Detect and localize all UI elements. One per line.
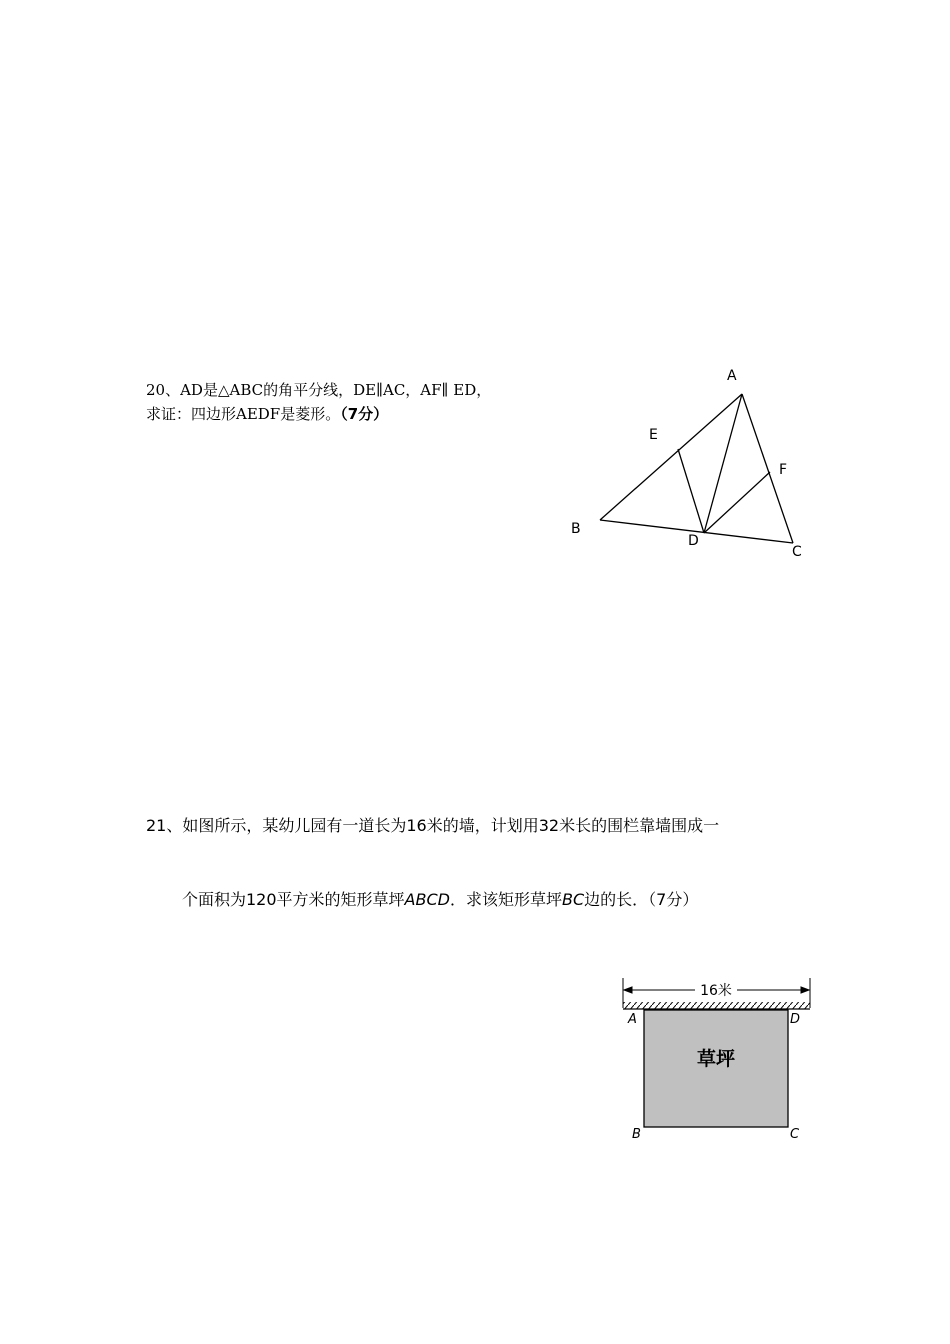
question-20-points: （7分）: [340, 405, 389, 423]
question-20-prompt: 求证：四边形AEDF是菱形。: [146, 405, 341, 423]
question-21-prompt-mid: ．求该矩形草坪: [449, 890, 562, 909]
question-21-prompt-start: 个面积为120平方米的矩形草坪: [182, 890, 405, 909]
corner-label-d: D: [790, 1012, 801, 1027]
question-20-text: [146, 378, 576, 426]
vertex-label-d: D: [688, 533, 699, 549]
vertex-label-e: E: [649, 427, 658, 443]
wall-hatching: [623, 1002, 810, 1009]
dimension-arrow-right: [801, 987, 809, 993]
side-ab: [600, 394, 742, 520]
lawn-label: 草坪: [696, 1048, 736, 1070]
lawn-figure: [610, 970, 830, 1150]
vertex-label-a: A: [727, 368, 737, 384]
question-21-line-2: [182, 888, 698, 912]
question-20-line-2: [146, 402, 576, 426]
corner-label-b: B: [632, 1127, 641, 1142]
segment-de: [678, 449, 704, 533]
vertex-label-f: F: [779, 462, 788, 478]
dimension-arrow-left: [624, 987, 632, 993]
vertex-label-c: C: [792, 544, 802, 560]
wall-length-label: 16米: [700, 983, 732, 999]
question-20-line-1: 20、AD是△ABC的角平分线，DE∥AC，AF∥ ED，: [146, 381, 492, 399]
triangle-figure: [560, 360, 820, 570]
vertex-label-b: B: [571, 521, 581, 537]
corner-label-a: A: [628, 1012, 637, 1027]
segment-name-bc: BC: [561, 890, 585, 909]
corner-label-c: C: [790, 1127, 800, 1142]
segment-ad: [704, 394, 742, 533]
question-21-prompt-end: 边的长．（7分）: [584, 890, 699, 909]
segment-df: [704, 472, 770, 533]
question-21-line-1: 21、如图所示，某幼儿园有一道长为16米的墙，计划用32米长的围栏靠墙围成一: [146, 816, 720, 835]
rectangle-name-abcd: ABCD: [404, 890, 450, 909]
